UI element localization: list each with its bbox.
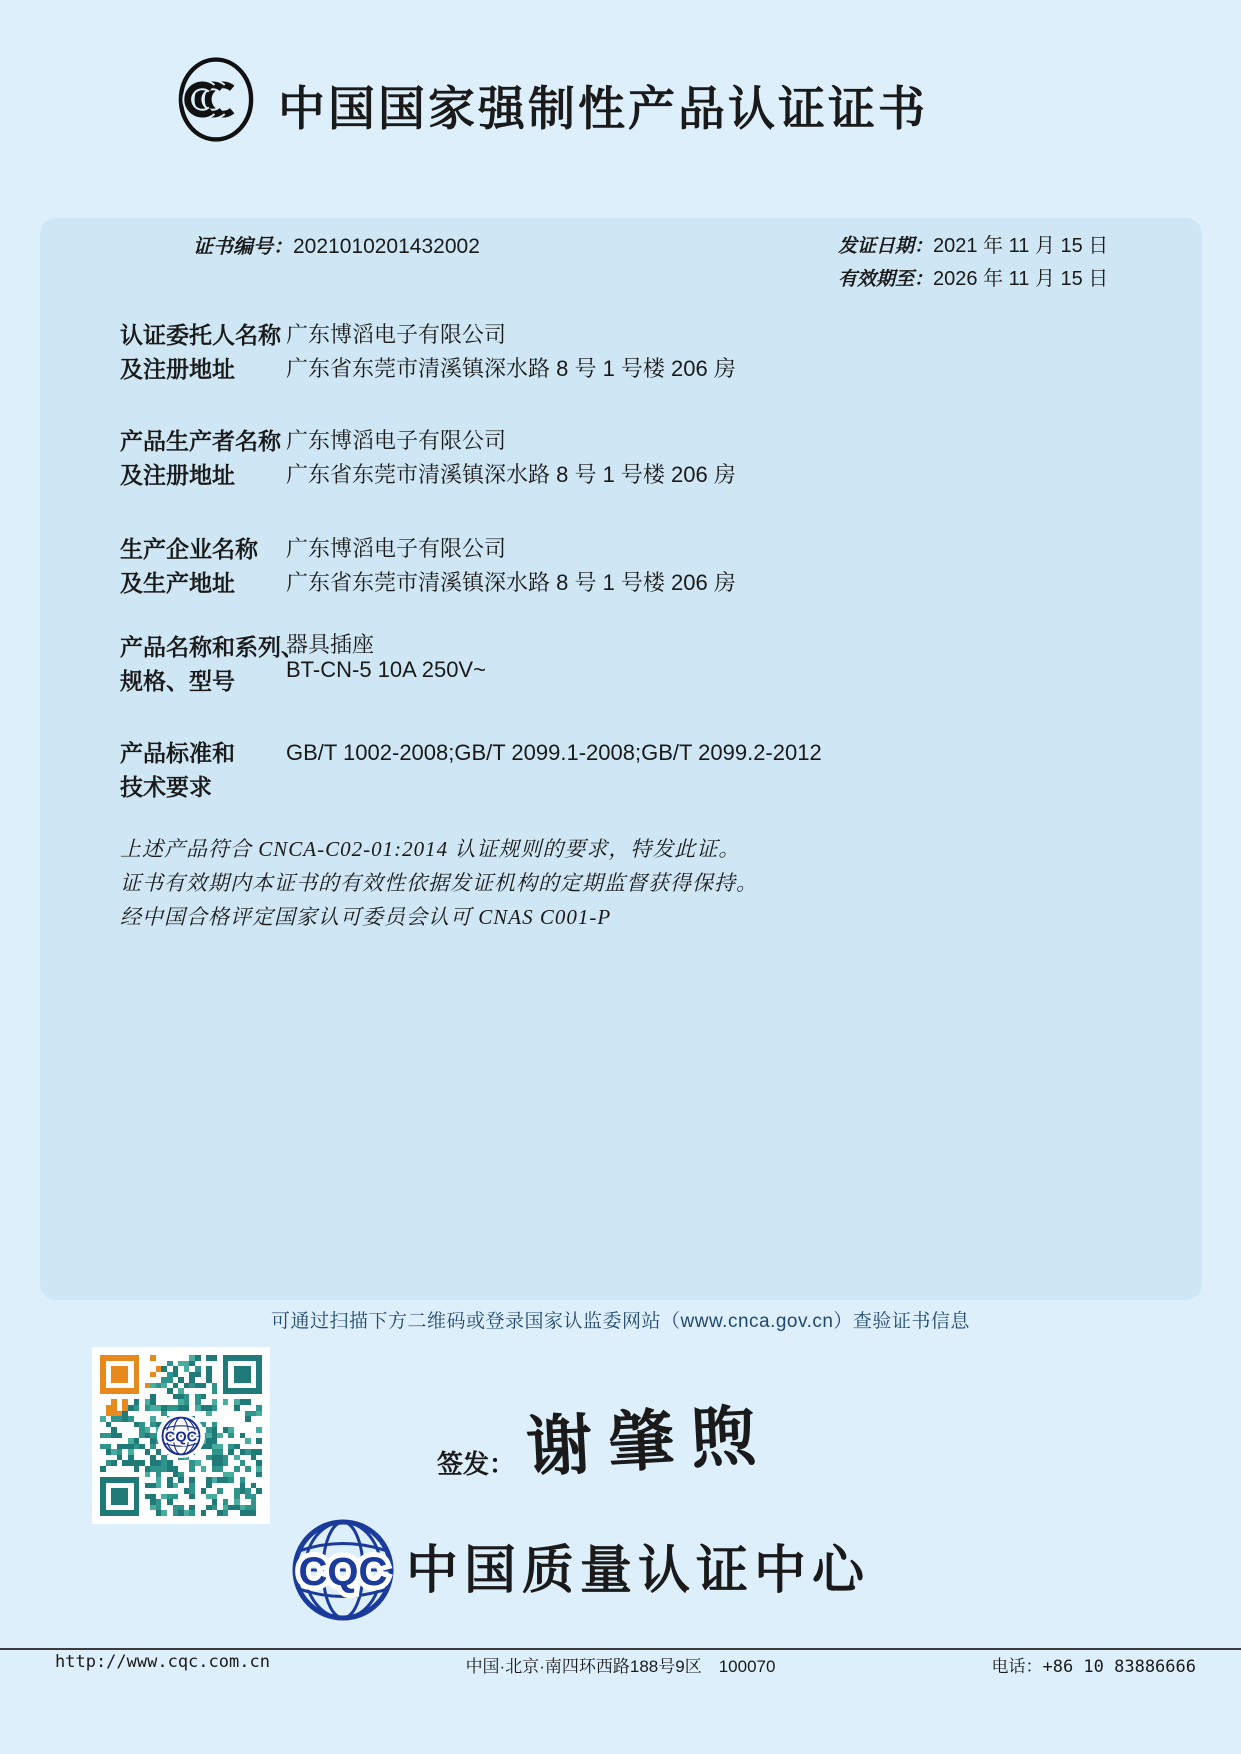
issue-date-value: 2021 年 11 月 15 日 xyxy=(933,235,1109,257)
field-applicant xyxy=(120,318,736,386)
field-value-line: BT-CN-5 10A 250V~ xyxy=(286,657,486,682)
field-label-line: 产品标准和 xyxy=(120,740,235,766)
field-label xyxy=(120,424,286,492)
field-label-line: 及注册地址 xyxy=(120,356,235,382)
field-value xyxy=(286,318,736,386)
svg-text:CQC: CQC xyxy=(298,1550,388,1594)
field-value xyxy=(286,630,486,698)
field-product xyxy=(120,630,486,698)
field-label xyxy=(120,318,286,386)
field-manufacturer xyxy=(120,532,736,600)
field-label xyxy=(120,532,286,600)
signature-handwriting: 谢肇煦 xyxy=(524,1399,775,1486)
field-value-line: GB/T 1002-2008;GB/T 2099.1-2008;GB/T 2099.2-2012 xyxy=(286,740,822,765)
svg-text:CQC: CQC xyxy=(164,1428,198,1445)
footer-divider xyxy=(0,1648,1241,1650)
statement-line: 上述产品符合 CNCA-C02-01:2014 认证规则的要求，特发此证。 xyxy=(120,837,741,861)
field-label-line: 生产企业名称 xyxy=(120,536,258,562)
field-value xyxy=(286,424,736,492)
certificate-number-label: 证书编号： xyxy=(193,236,293,258)
ccc-logo-icon xyxy=(177,56,255,143)
field-label-line: 及生产地址 xyxy=(120,570,235,596)
field-label-line: 技术要求 xyxy=(120,774,212,800)
field-value-line: 广东博滔电子有限公司 xyxy=(286,322,507,347)
field-producer xyxy=(120,424,736,492)
statement-block xyxy=(120,832,758,934)
sign-label: 签发： xyxy=(437,1449,516,1479)
field-standards xyxy=(120,736,822,804)
expiry-date-value: 2026 年 11 月 15 日 xyxy=(933,268,1109,290)
field-label-line: 认证委托人名称 xyxy=(120,322,281,348)
footer xyxy=(0,1652,1241,1678)
field-value-line: 广东省东莞市清溪镇深水路 8 号 1 号楼 206 房 xyxy=(286,570,736,595)
certificate-number xyxy=(193,230,480,259)
field-label xyxy=(120,630,304,698)
field-label-line: 产品生产者名称 xyxy=(120,428,281,454)
certificate-panel xyxy=(40,218,1202,1300)
footer-phone: 电话：+86 10 83886666 xyxy=(991,1657,1196,1677)
verification-note: 可通过扫描下方二维码或登录国家认监委网站（www.cnca.gov.cn）查验证书信息 xyxy=(271,1311,970,1332)
field-value-line: 广东博滔电子有限公司 xyxy=(286,536,507,561)
field-value-line: 广东省东莞市清溪镇深水路 8 号 1 号楼 206 房 xyxy=(286,462,736,487)
issuer-name: 中国质量认证中心 xyxy=(406,1542,871,1600)
statement-line: 证书有效期内本证书的有效性依据发证机构的定期监督获得保持。 xyxy=(120,871,758,895)
qr-code xyxy=(92,1347,270,1524)
page-title: 中国国家强制性产品认证证书 xyxy=(278,82,928,135)
field-value xyxy=(286,736,822,804)
expiry-date-label: 有效期至： xyxy=(838,269,934,290)
field-value xyxy=(286,532,736,600)
certificate-number-value: 2021010201432002 xyxy=(293,235,480,258)
issue-date-row xyxy=(838,230,1108,263)
field-value-line: 广东博滔电子有限公司 xyxy=(286,428,507,453)
qr-cqc-logo-icon xyxy=(157,1414,205,1458)
issue-date-label: 发证日期： xyxy=(838,236,934,257)
footer-address: 中国·北京·南四环西路188号9区 100070 xyxy=(465,1657,776,1676)
footer-url: http://www.cqc.com.cn xyxy=(55,1652,270,1672)
field-label-line: 及注册地址 xyxy=(120,462,235,488)
field-value-line: 器具插座 xyxy=(286,632,375,657)
certificate-dates xyxy=(838,230,1108,296)
statement-line: 经中国合格评定国家认可委员会认可 CNAS C001-P xyxy=(120,905,612,929)
field-label xyxy=(120,736,286,804)
expiry-date-row xyxy=(838,263,1108,296)
field-value-line: 广东省东莞市清溪镇深水路 8 号 1 号楼 206 房 xyxy=(286,356,736,381)
field-label-line: 规格、型号 xyxy=(120,668,235,694)
cqc-logo-icon xyxy=(291,1515,395,1625)
field-label-line: 产品名称和系列、 xyxy=(120,634,304,660)
